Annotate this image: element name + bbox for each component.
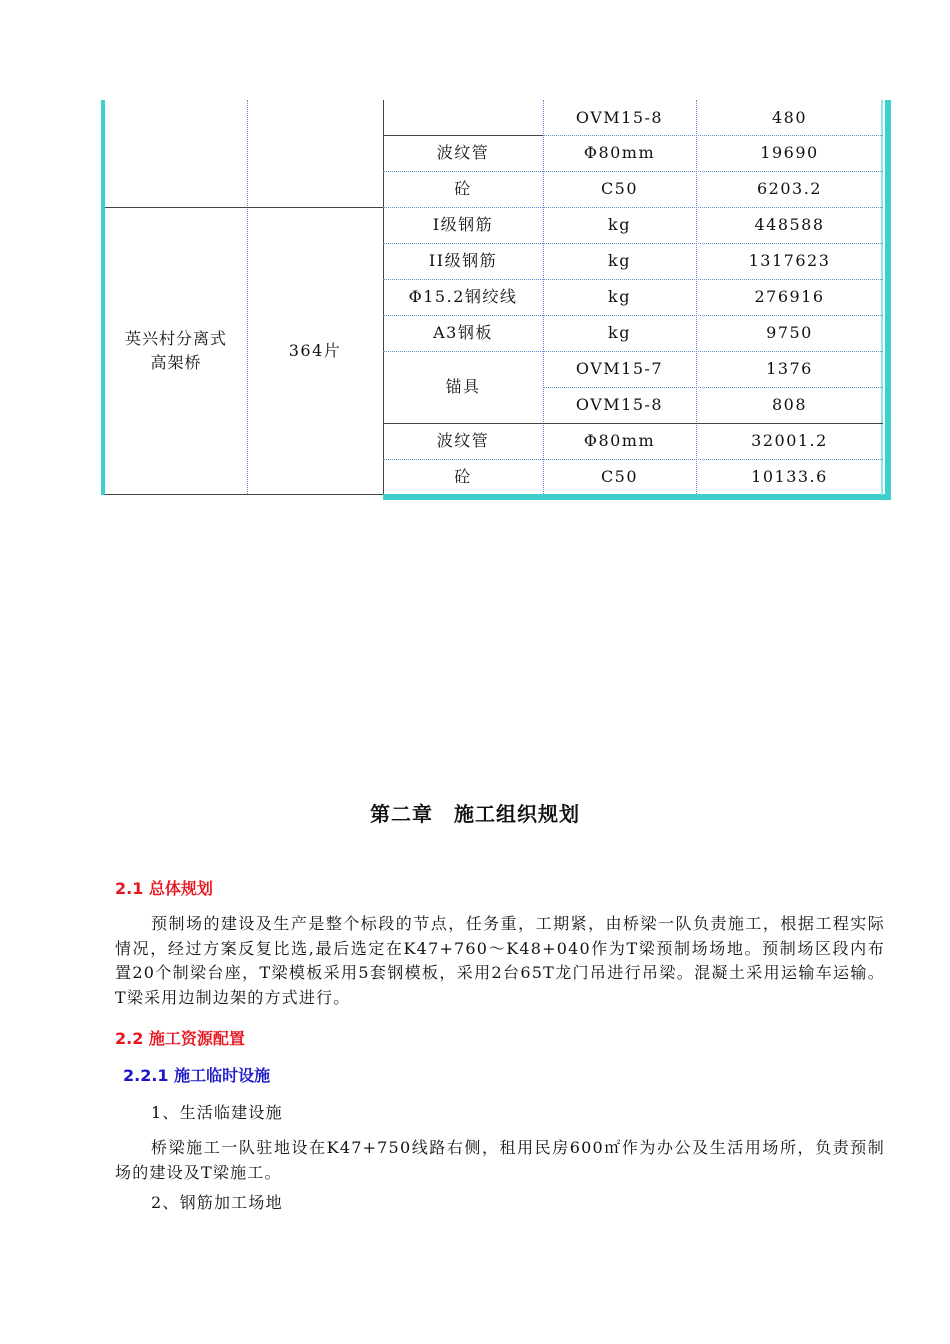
qty-cell: 480 <box>771 107 808 127</box>
qty-cell: 808 <box>771 395 808 414</box>
material-cell <box>383 100 543 135</box>
qty-cell: 10133.6 <box>751 466 828 486</box>
qty-cell: 9750 <box>766 323 813 342</box>
qty-cell: 276916 <box>754 287 825 306</box>
section-2-1-paragraph: 预制场的建设及生产是整个标段的节点，任务重，工期紧，由桥梁一队负责施工，根据工程实际情况，经过方案反复比选,最后选定在K47+760～K48+040作为T梁预制场场地。预制场区段内布置20个制梁台座，T梁模板采用5套钢模板，采用2台65T龙门吊进行吊梁。混凝土采用运输车运输。T梁采用边制边架的方式进行。 <box>115 914 885 1007</box>
spec-cell: kg <box>608 287 631 306</box>
spec-cell: Φ80mm <box>583 143 656 162</box>
section-heading-2-1: 2.1 总体规划 <box>115 879 213 898</box>
section-heading-2-2: 2.2 施工资源配置 <box>115 1029 245 1048</box>
table-frame-bottom <box>383 494 891 500</box>
qty-cell: 19690 <box>760 143 819 162</box>
material-cell: A3钢板 <box>433 323 493 342</box>
material-cell: 波纹管 <box>436 143 490 162</box>
materials-table <box>0 0 950 520</box>
subsection-heading-2-2-1: 2.2.1 施工临时设施 <box>123 1066 271 1085</box>
spec-cell: OVM15-7 <box>575 359 664 378</box>
material-cell: Φ15.2钢绞线 <box>408 287 518 306</box>
spec-cell: kg <box>608 251 631 270</box>
spec-cell: OVM15-8 <box>575 107 664 127</box>
bridge-count-cell: 364片 <box>288 340 342 360</box>
table-frame-right <box>885 100 891 500</box>
spec-cell: C50 <box>600 179 639 198</box>
list-item-1-paragraph: 桥梁施工一队驻地设在K47+750线路右侧，租用民房600㎡作为办公及生活用场所，负责预制场的建设及T梁施工。 <box>115 1138 885 1182</box>
material-cell: 砼 <box>454 466 472 486</box>
list-item-1: 1、生活临建设施 <box>151 1103 283 1122</box>
spec-cell: Φ80mm <box>583 431 656 450</box>
material-cell: 波纹管 <box>436 431 490 450</box>
spec-cell: kg <box>608 323 631 342</box>
bridge-name-cell: 英兴村分离式 高架桥 <box>124 328 227 372</box>
qty-cell: 1317623 <box>748 251 831 270</box>
qty-cell: 448588 <box>754 215 825 234</box>
spec-cell: kg <box>608 215 631 234</box>
material-cell: 砼 <box>454 179 472 198</box>
material-cell-anchor: 锚具 <box>445 377 481 396</box>
spec-cell: OVM15-8 <box>575 395 664 414</box>
spec-cell: C50 <box>600 466 639 486</box>
qty-cell: 6203.2 <box>757 179 822 198</box>
material-cell: Ⅰ级钢筋 <box>432 215 494 234</box>
material-cell: II级钢筋 <box>428 251 498 270</box>
qty-cell: 32001.2 <box>751 431 828 450</box>
list-item-2: 2、钢筋加工场地 <box>151 1193 283 1212</box>
qty-cell: 1376 <box>766 359 813 378</box>
chapter-title: 第二章 施工组织规划 <box>370 802 580 826</box>
